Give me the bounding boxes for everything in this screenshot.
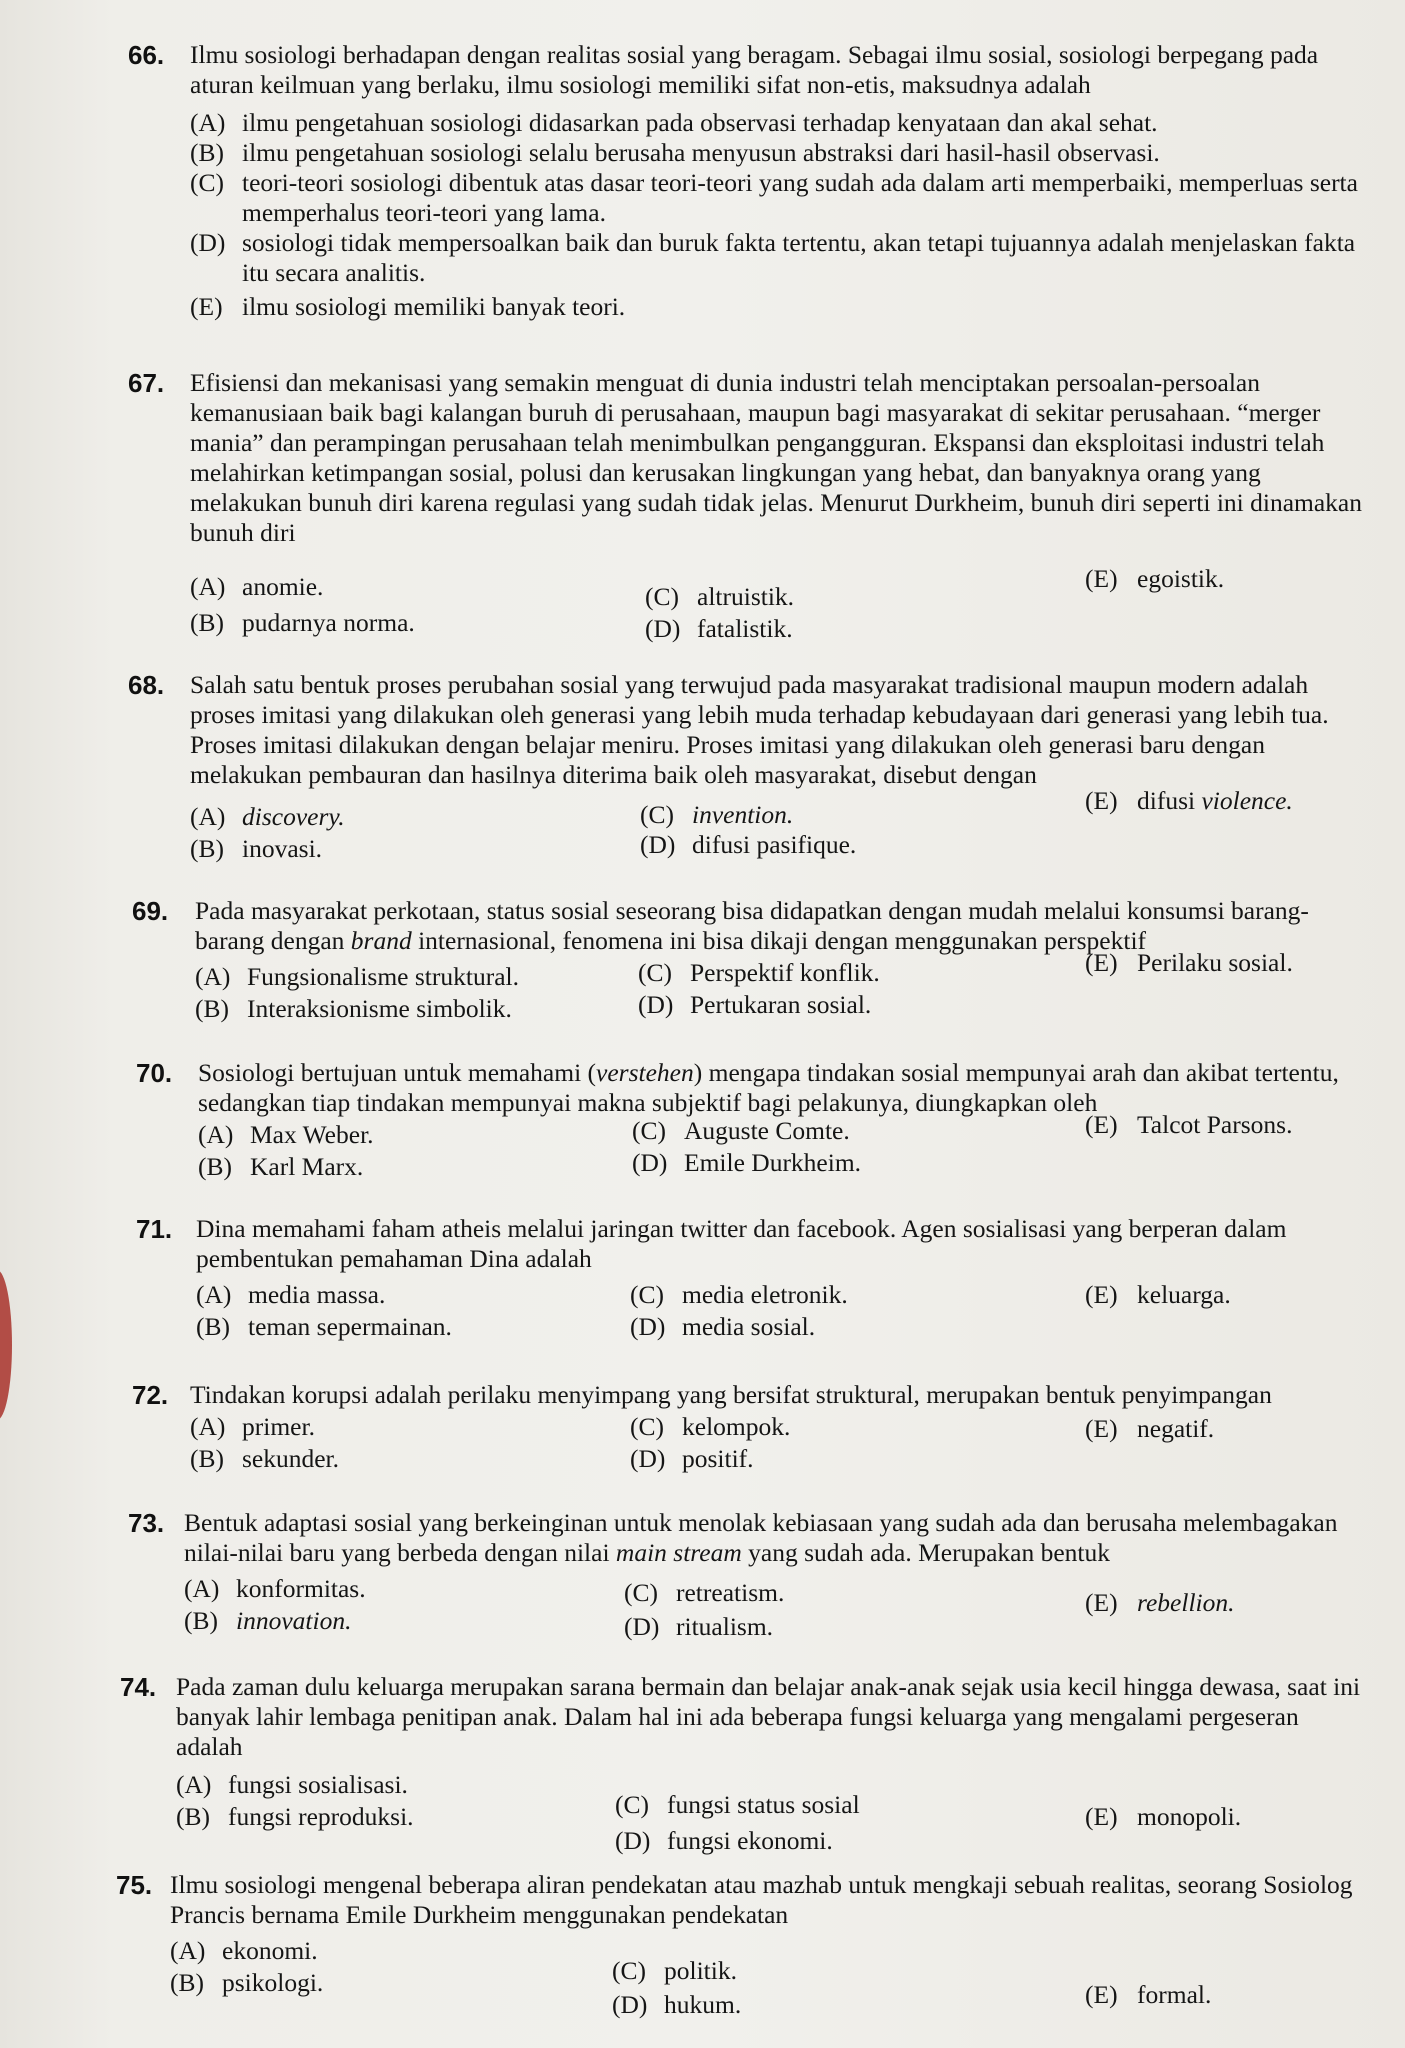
option-a[interactable]: (A) anomie.	[190, 572, 324, 601]
option-a[interactable]: (A) konformitas.	[184, 1574, 366, 1603]
option-b[interactable]: (B) Interaksionisme simbolik.	[195, 994, 512, 1023]
option-c[interactable]: (C) invention.	[640, 800, 794, 829]
option-e[interactable]: (E) egoistik.	[1085, 564, 1225, 593]
option-a[interactable]: (A) media massa.	[196, 1280, 386, 1309]
option-c[interactable]: (C) media eletronik.	[630, 1280, 848, 1309]
option-b[interactable]: (B) teman sepermainan.	[196, 1312, 452, 1341]
option-c[interactable]: (C) Perspektif konflik.	[638, 958, 880, 987]
option-c[interactable]: (C) retreatism.	[624, 1578, 785, 1607]
question-stem: Ilmu sosiologi berhadapan dengan realitas sosial yang beragam. Sebagai ilmu sosial, sosiologi berpegang pada aturan keilmuan yang berlaku, ilmu sosiologi memiliki sifat non-etis, maksudnya adalah	[190, 40, 1319, 99]
question-stem: Tindakan korupsi adalah perilaku menyimpang yang bersifat struktural, merupakan bentuk penyimpangan	[190, 1380, 1272, 1409]
option-d[interactable]: (D) fatalistik.	[645, 614, 793, 643]
option-b[interactable]: (B) sekunder.	[190, 1444, 340, 1473]
question-stem: Bentuk adaptasi sosial yang berkeinginan untuk menolak kebiasaan yang sudah ada dan berusaha melembagakan nilai-nilai baru yang berbeda dengan nilai main stream yang sudah ada. Merupakan bentuk	[184, 1508, 1338, 1567]
option-b[interactable]: (B) fungsi reproduksi.	[176, 1802, 414, 1831]
question-number: 68.	[128, 670, 165, 700]
question-number: 69.	[132, 896, 169, 926]
question-stem: Salah satu bentuk proses perubahan sosial yang terwujud pada masyarakat tradisional maupun modern adalah proses imitasi yang dilakukan oleh generasi yang lebih muda terhadap kebudayaan dari generasi yang lebih tua. Proses imitasi dilakukan dengan belajar meniru. Proses imitasi yang dilakukan oleh generasi baru dengan melakukan pembauran dan hasilnya diterima baik oleh masyarakat, disebut dengan	[190, 670, 1329, 789]
option-e[interactable]: (E) Perilaku sosial.	[1085, 948, 1293, 977]
question-number: 75.	[116, 1870, 153, 1900]
option-a[interactable]: (A) ekonomi.	[170, 1936, 318, 1965]
question-number: 72.	[132, 1380, 169, 1410]
option-c[interactable]: (C) teori-teori sosiologi dibentuk atas dasar teori-teori yang sudah ada dalam arti memperbaiki, memperluas serta memperhalus teori-teori yang lama.	[190, 168, 1358, 227]
question-stem: Pada masyarakat perkotaan, status sosial seseorang bisa didapatkan dengan mudah melalui konsumsi barang-barang dengan brand internasional, fenomena ini bisa dikaji dengan menggunakan perspektif	[195, 896, 1309, 955]
question-stem: Pada zaman dulu keluarga merupakan sarana bermain dan belajar anak-anak sejak usia kecil hingga dewasa, saat ini banyak lahir lembaga penitipan anak. Dalam hal ini ada beberapa fungsi keluarga yang mengalami pergeseran adalah	[176, 1672, 1361, 1761]
option-b[interactable]: (B) innovation.	[184, 1606, 352, 1635]
option-c[interactable]: (C) politik.	[612, 1956, 737, 1985]
option-a[interactable]: (A) Max Weber.	[198, 1120, 374, 1149]
option-a[interactable]: (A) Fungsionalisme struktural.	[195, 962, 519, 991]
question-number: 66.	[128, 40, 165, 70]
option-d[interactable]: (D) Pertukaran sosial.	[638, 990, 872, 1019]
question-stem: Sosiologi bertujuan untuk memahami (verstehen) mengapa tindakan sosial mempunyai arah dan akibat tertentu, sedangkan tiap tindakan mempunyai makna subjektif bagi pelakunya, diungkapkan oleh	[198, 1058, 1339, 1117]
option-b[interactable]: (B) ilmu pengetahuan sosiologi selalu berusaha menyusun abstraksi dari hasil-hasil observasi.	[190, 138, 1160, 167]
question-number: 74.	[120, 1672, 157, 1702]
option-d[interactable]: (D) Emile Durkheim.	[632, 1148, 862, 1177]
option-e[interactable]: (E) difusi violence.	[1085, 786, 1293, 815]
option-a[interactable]: (A) ilmu pengetahuan sosiologi didasarkan pada observasi terhadap kenyataan dan akal sehat.	[190, 108, 1158, 137]
option-b[interactable]: (B) pudarnya norma.	[190, 608, 415, 637]
option-d[interactable]: (D) media sosial.	[630, 1312, 816, 1341]
question-stem: Dina memahami faham atheis melalui jaringan twitter dan facebook. Agen sosialisasi yang berperan dalam pembentukan pemahaman Dina adalah	[196, 1214, 1287, 1273]
option-d[interactable]: (D) fungsi ekonomi.	[615, 1826, 833, 1855]
option-c[interactable]: (C) kelompok.	[630, 1412, 791, 1441]
option-d[interactable]: (D) sosiologi tidak mempersoalkan baik dan buruk fakta tertentu, akan tetapi tujuannya adalah menjelaskan fakta itu secara analitis.	[190, 228, 1356, 287]
option-b[interactable]: (B) psikologi.	[170, 1968, 324, 1997]
option-b[interactable]: (B) inovasi.	[190, 834, 323, 863]
option-d[interactable]: (D) difusi pasifique.	[640, 830, 857, 859]
option-a[interactable]: (A) fungsi sosialisasi.	[176, 1770, 408, 1799]
question-number: 67.	[128, 368, 165, 398]
question-stem: Efisiensi dan mekanisasi yang semakin menguat di dunia industri telah menciptakan persoalan-persoalan kemanusiaan baik bagi kalangan buruh di perusahaan, maupun bagi masyarakat di sekitar perusahaan. “merger mania” dan perampingan perusahaan telah menimbulkan pengangguran. Ekspansi dan eksploitasi industri telah melahirkan ketimpangan sosial, polusi dan kerusakan lingkungan yang hebat, dan banyaknya orang yang melakukan bunuh diri karena regulasi yang sudah tidak jelas. Menurut Durkheim, bunuh diri seperti ini dinamakan bunuh diri	[190, 368, 1362, 547]
option-e[interactable]: (E) rebellion.	[1085, 1588, 1235, 1617]
option-e[interactable]: (E) Talcot Parsons.	[1085, 1110, 1293, 1139]
option-e[interactable]: (E) monopoli.	[1085, 1802, 1242, 1831]
page-edge-mark	[0, 1270, 12, 1420]
option-e[interactable]: (E) keluarga.	[1085, 1280, 1231, 1309]
option-d[interactable]: (D) positif.	[630, 1444, 754, 1473]
option-c[interactable]: (C) fungsi status sosial	[615, 1790, 860, 1819]
option-e[interactable]: (E) ilmu sosiologi memiliki banyak teori.	[190, 292, 626, 321]
question-stem: Ilmu sosiologi mengenal beberapa aliran pendekatan atau mazhab untuk mengkaji sebuah realitas, seorang Sosiolog Prancis bernama Emile Durkheim menggunakan pendekatan	[170, 1870, 1353, 1929]
option-d[interactable]: (D) ritualism.	[624, 1612, 774, 1641]
option-d[interactable]: (D) hukum.	[612, 1990, 742, 2019]
question-number: 73.	[128, 1508, 165, 1538]
question-number: 71.	[136, 1214, 173, 1244]
option-e[interactable]: (E) negatif.	[1085, 1414, 1215, 1443]
option-a[interactable]: (A) discovery.	[190, 802, 345, 831]
option-a[interactable]: (A) primer.	[190, 1412, 315, 1441]
question-number: 70.	[136, 1058, 173, 1088]
option-e[interactable]: (E) formal.	[1085, 1980, 1212, 2009]
option-c[interactable]: (C) altruistik.	[645, 582, 795, 611]
option-b[interactable]: (B) Karl Marx.	[198, 1152, 364, 1181]
option-c[interactable]: (C) Auguste Comte.	[632, 1116, 850, 1145]
